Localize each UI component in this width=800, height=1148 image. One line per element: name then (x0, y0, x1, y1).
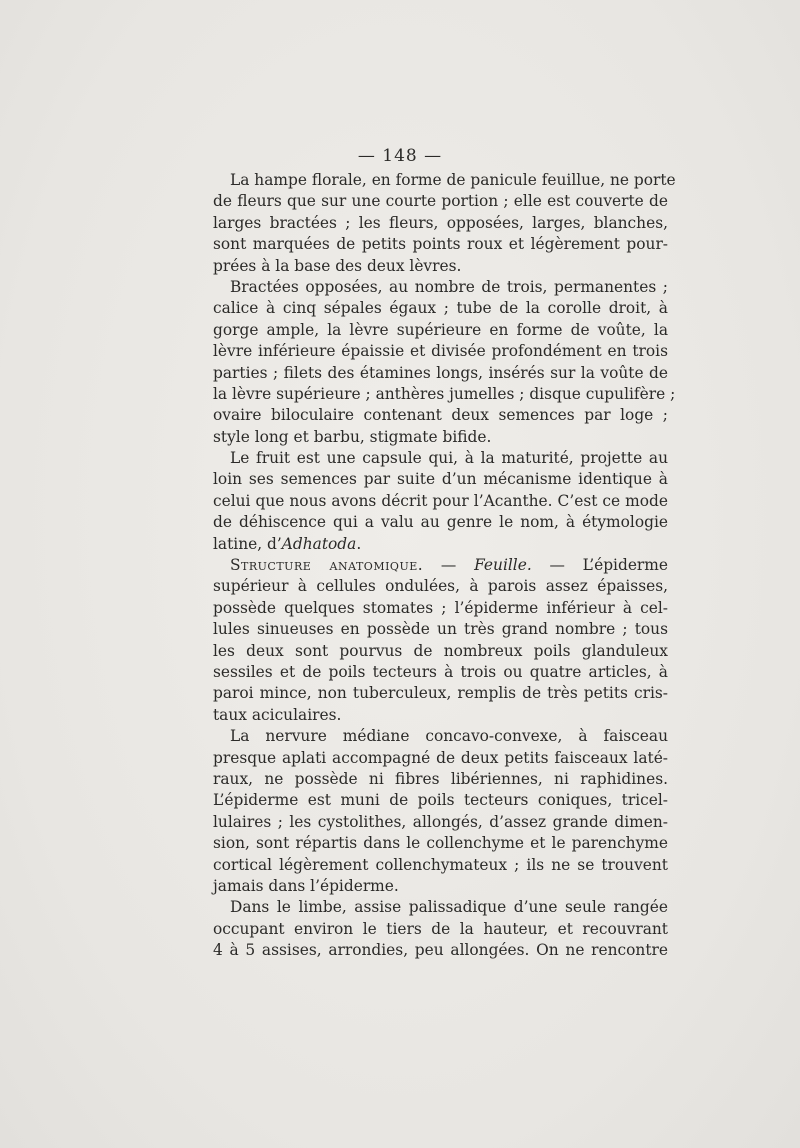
text-line: prées à la base des deux lèvres. (213, 256, 462, 275)
text-line: possède quelques stomates ; l’épiderme inférieur à cel- (213, 598, 668, 617)
text-fragment: latine, d’ (213, 534, 282, 553)
text-line: Dans le limbe, assise palissadique d’une seule rangée (230, 898, 668, 917)
text-line: paroi mince, non tuberculeux, remplis de très petits cris- (213, 684, 668, 703)
text-line: de déhiscence qui a valu au genre le nom, à étymologie (213, 513, 668, 532)
text-line: larges bractées ; les fleurs, opposées, larges, blanches, (213, 213, 668, 232)
text-line: La nervure médiane concavo-convexe, à faisceau (230, 727, 668, 746)
text-fragment: — (423, 556, 475, 575)
text-line: lulaires ; les cystolithes, allongés, d’assez grande dimen- (213, 812, 668, 831)
text-line: 4 à 5 assises, arrondies, peu allongées. On ne rencontre (213, 941, 668, 960)
paragraph (213, 555, 668, 726)
text-line: lules sinueuses en possède un très grand nombre ; tous (213, 620, 668, 639)
text-line (213, 534, 668, 555)
subsection-heading: Feuille. (474, 556, 532, 575)
text-line: gorge ample, la lèvre supérieure en forme de voûte, la (213, 320, 668, 339)
text-line: jamais dans l’épiderme. (213, 876, 399, 895)
text-line: supérieur à cellules ondulées, à parois assez épaisses, (213, 577, 668, 596)
text-fragment: . (356, 534, 362, 553)
text-line: raux, ne possède ni fibres libériennes, ni raphidines. (213, 769, 668, 788)
text-line: cortical légèrement collenchymateux ; ils ne se trouvent (213, 855, 668, 874)
text-line: Bractées opposées, au nombre de trois, permanentes ; (230, 277, 668, 296)
text-line: sessiles et de poils tecteurs à trois ou quatre articles, à (213, 662, 668, 681)
body-text (213, 170, 676, 961)
paragraph (213, 726, 668, 897)
text-line: occupant environ le tiers de la hauteur, et recouvrant (213, 919, 668, 938)
text-line: sont marquées de petits points roux et légèrement pour- (213, 235, 668, 254)
section-heading-line (213, 555, 668, 576)
text-line: ovaire biloculaire contenant deux semences par loge ; (213, 406, 668, 425)
text-line: style long et barbu, stigmate bifide. (213, 427, 492, 446)
text-line: lèvre inférieure épaissie et divisée profondément en trois (213, 342, 668, 361)
text-line: calice à cinq sépales égaux ; tube de la corolle droit, à (213, 299, 668, 318)
text-line: Le fruit est une capsule qui, à la maturité, projette au (230, 449, 668, 468)
text-line: la lèvre supérieure ; anthères jumelles ; disque cupulifère ; (213, 384, 676, 403)
text-line: taux aciculaires. (213, 705, 342, 724)
text-line: sion, sont répartis dans le collenchyme et le parenchyme (213, 834, 668, 853)
text-line: L’épiderme est muni de poils tecteurs coniques, tricel- (213, 791, 668, 810)
text-line: loin ses semences par suite d’un mécanisme identique à (213, 470, 668, 489)
text-line: presque aplati accompagné de deux petits faisceaux laté- (213, 748, 668, 767)
text-line: de fleurs que sur une courte portion ; elle est couverte de (213, 192, 668, 211)
paragraph (213, 277, 676, 448)
paragraph (213, 897, 668, 961)
page-number: — 148 — (357, 146, 443, 166)
text-line: les deux sont pourvus de nombreux poils glanduleux (213, 641, 668, 660)
paragraph (213, 170, 676, 277)
text-line: celui que nous avons décrit pour l’Acanthe. C’est ce mode (213, 491, 668, 510)
genus-name: Adhatoda (281, 534, 357, 553)
paragraph (213, 448, 668, 555)
text-line: parties ; filets des étamines longs, insérés sur la voûte de (213, 363, 668, 382)
text-fragment: — L’épiderme (531, 556, 668, 575)
section-heading: Structure anatomique. (230, 556, 424, 575)
text-line: La hampe florale, en forme de panicule feuillue, ne porte (230, 171, 676, 189)
